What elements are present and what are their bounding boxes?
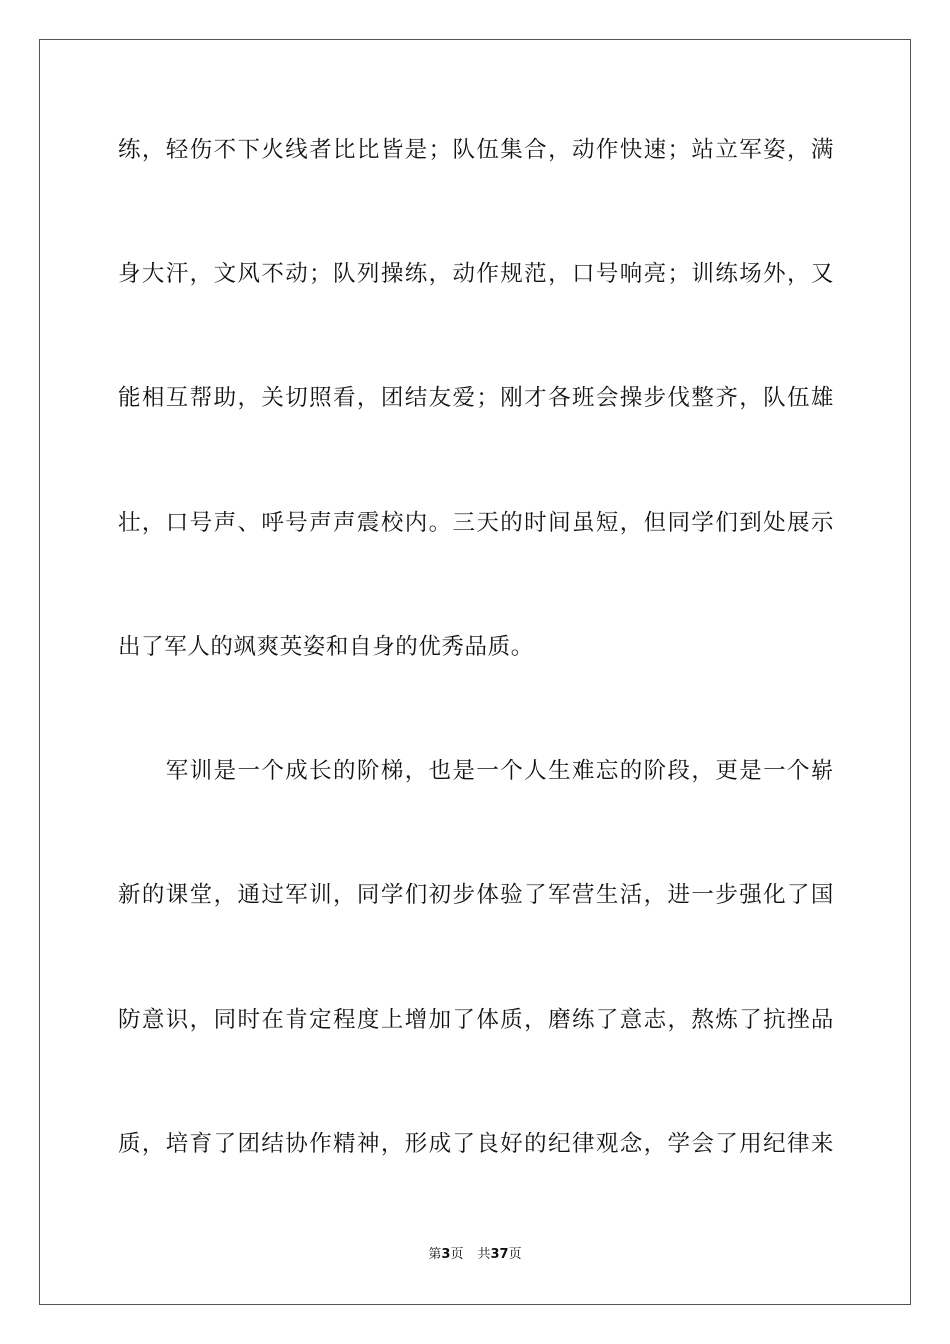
body-text-line: 练，轻伤不下火线者比比皆是；队伍集合，动作快速；站立军姿，满 — [118, 137, 834, 163]
body-text-line: 出了军人的飒爽英姿和自身的优秀品质。 — [118, 634, 534, 660]
body-text-line: 防意识，同时在肯定程度上增加了体质，磨练了意志，熬炼了抗挫品 — [118, 1007, 834, 1033]
body-text-line: 军训是一个成长的阶梯，也是一个人生难忘的阶段，更是一个崭 — [118, 758, 834, 784]
page-suffix: 页 — [450, 1247, 464, 1262]
page-number: 3 — [441, 1247, 451, 1262]
total-suffix: 页 — [508, 1247, 522, 1262]
page-prefix: 第 — [428, 1247, 442, 1262]
page-footer — [0, 1246, 950, 1264]
body-text-line: 新的课堂，通过军训，同学们初步体验了军营生活，进一步强化了国 — [118, 882, 834, 908]
body-text-line: 身大汗，文风不动；队列操练，动作规范，口号响亮；训练场外，又 — [118, 261, 834, 287]
body-text-line: 壮，口号声、呼号声声震校内。三天的时间虽短，但同学们到处展示 — [118, 510, 834, 536]
body-text-line: 能相互帮助，关切照看，团结友爱；刚才各班会操步伐整齐，队伍雄 — [118, 385, 834, 411]
body-text-line: 质，培育了团结协作精神，形成了良好的纪律观念，学会了用纪律来 — [118, 1131, 834, 1157]
page-border — [39, 39, 911, 1305]
total-prefix: 共 — [477, 1247, 491, 1262]
total-pages: 37 — [490, 1247, 509, 1262]
